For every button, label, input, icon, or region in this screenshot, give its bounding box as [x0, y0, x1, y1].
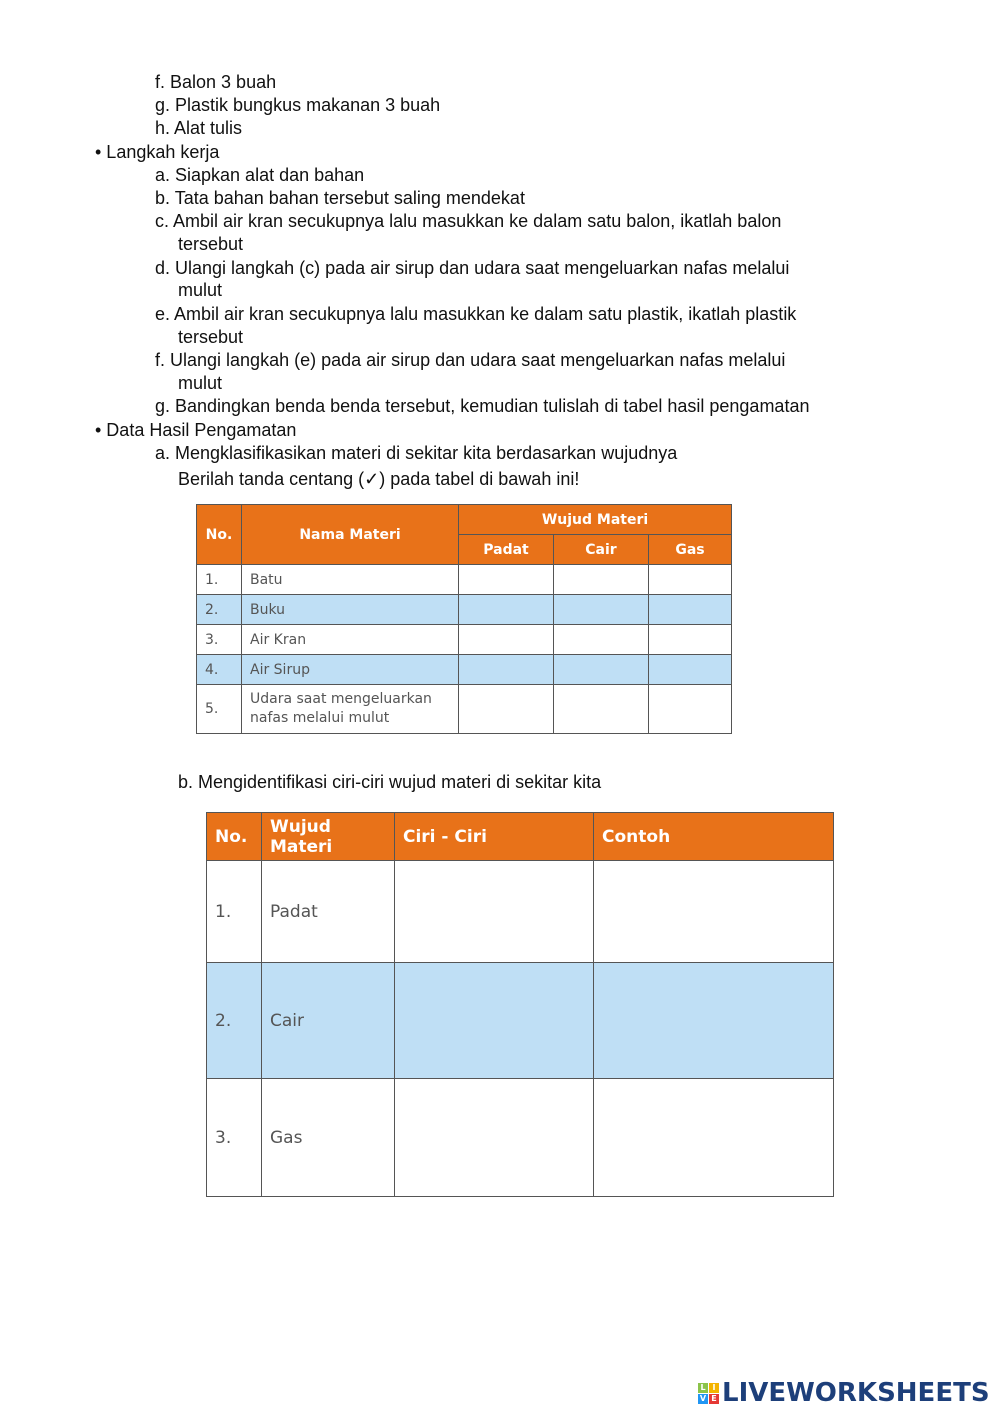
material-item: h. Alat tulis [155, 118, 243, 138]
table-row [197, 625, 732, 655]
part-a-instruction: Berilah tanda centang (✓) pada tabel di bawah ini! [178, 469, 580, 489]
row-name: Air Sirup [242, 655, 459, 685]
step: d. Ulangi langkah (c) pada air sirup dan udara saat mengeluarkan nafas melalui [155, 258, 790, 278]
check-cell[interactable] [459, 625, 554, 655]
classification-table [196, 504, 732, 734]
table-row [207, 861, 834, 963]
examples-cell[interactable] [594, 861, 834, 963]
table-row [197, 595, 732, 625]
check-cell[interactable] [459, 565, 554, 595]
step-cont: tersebut [178, 234, 244, 254]
table-row [197, 565, 732, 595]
check-cell[interactable] [649, 595, 732, 625]
table-row [207, 1079, 834, 1197]
characteristics-table [206, 812, 834, 1197]
step: a. Siapkan alat dan bahan [155, 165, 365, 185]
traits-cell[interactable] [395, 1079, 594, 1197]
step: b. Tata bahan bahan tersebut saling mendekat [155, 188, 525, 208]
badge-letter: I [709, 1383, 719, 1393]
badge-letter: L [698, 1383, 708, 1393]
header-state: Wujud Materi [262, 813, 395, 861]
header-group: Wujud Materi [459, 505, 732, 535]
row-name: Batu [242, 565, 459, 595]
check-cell[interactable] [459, 595, 554, 625]
row-no: 3. [207, 1079, 262, 1197]
check-cell[interactable] [554, 625, 649, 655]
part-b-title: b. Mengidentifikasi ciri-ciri wujud materi di sekitar kita [178, 772, 602, 792]
step: c. Ambil air kran secukupnya lalu masukkan ke dalam satu balon, ikatlah balon [155, 211, 782, 231]
row-no: 2. [207, 963, 262, 1079]
step-cont: mulut [178, 280, 223, 300]
check-cell[interactable] [554, 595, 649, 625]
results-heading: • Data Hasil Pengamatan [95, 420, 297, 440]
check-cell[interactable] [649, 625, 732, 655]
row-name: Air Kran [242, 625, 459, 655]
check-cell[interactable] [554, 565, 649, 595]
check-cell[interactable] [459, 655, 554, 685]
check-cell[interactable] [649, 685, 732, 734]
row-name: Udara saat mengeluarkan nafas melalui mulut [242, 685, 459, 734]
header-no: No. [207, 813, 262, 861]
step: f. Ulangi langkah (e) pada air sirup dan udara saat mengeluarkan nafas melalui [155, 350, 786, 370]
step-cont: mulut [178, 373, 223, 393]
step: g. Bandingkan benda benda tersebut, kemudian tulislah di tabel hasil pengamatan [155, 396, 810, 416]
header-gas: Gas [649, 535, 732, 565]
step-cont: tersebut [178, 327, 244, 347]
part-a-title: a. Mengklasifikasikan materi di sekitar kita berdasarkan wujudnya [155, 443, 678, 463]
header-examples: Contoh [594, 813, 834, 861]
steps-heading: • Langkah kerja [95, 142, 220, 162]
table-row [207, 963, 834, 1079]
header-name: Nama Materi [242, 505, 459, 565]
traits-cell[interactable] [395, 861, 594, 963]
row-name: Buku [242, 595, 459, 625]
table-row [197, 685, 732, 734]
check-cell[interactable] [649, 655, 732, 685]
row-no: 2. [197, 595, 242, 625]
badge-letter: E [709, 1394, 719, 1404]
liveworksheets-logo [698, 1378, 990, 1408]
examples-cell[interactable] [594, 1079, 834, 1197]
row-state: Cair [262, 963, 395, 1079]
logo-text: LIVEWORKSHEETS [722, 1378, 990, 1408]
row-state: Padat [262, 861, 395, 963]
check-cell[interactable] [649, 565, 732, 595]
row-no: 1. [207, 861, 262, 963]
check-cell[interactable] [554, 655, 649, 685]
step: e. Ambil air kran secukupnya lalu masukkan ke dalam satu plastik, ikatlah plastik [155, 304, 797, 324]
header-no: No. [197, 505, 242, 565]
header-traits: Ciri - Ciri [395, 813, 594, 861]
examples-cell[interactable] [594, 963, 834, 1079]
row-state: Gas [262, 1079, 395, 1197]
row-no: 4. [197, 655, 242, 685]
material-item: g. Plastik bungkus makanan 3 buah [155, 95, 441, 115]
logo-badge-icon [698, 1383, 719, 1404]
row-no: 3. [197, 625, 242, 655]
check-cell[interactable] [459, 685, 554, 734]
header-padat: Padat [459, 535, 554, 565]
header-cair: Cair [554, 535, 649, 565]
badge-letter: V [699, 1393, 707, 1403]
table-row [197, 655, 732, 685]
material-item: f. Balon 3 buah [155, 72, 277, 92]
row-no: 1. [197, 565, 242, 595]
traits-cell[interactable] [395, 963, 594, 1079]
row-no: 5. [197, 685, 242, 734]
check-cell[interactable] [554, 685, 649, 734]
